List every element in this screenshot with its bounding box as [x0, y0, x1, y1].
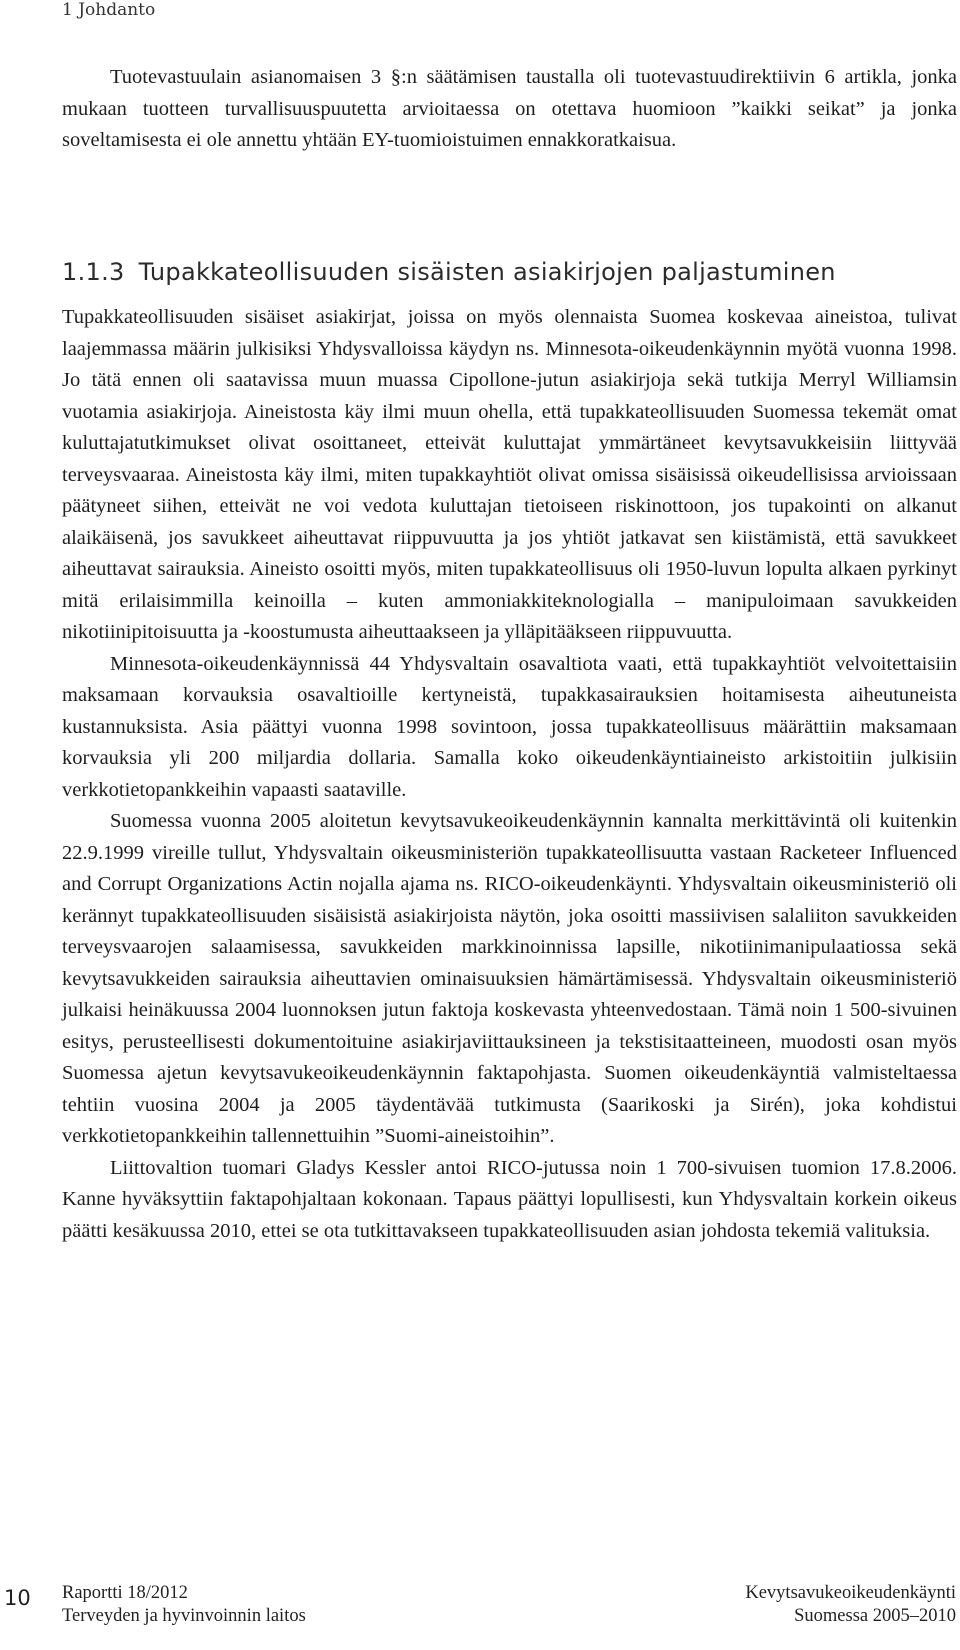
footer-publisher [62, 1582, 306, 1628]
intro-paragraph: Tuotevastuulain asianomaisen 3 §:n säätämisen taustalla oli tuotevastuudirektiivin 6 artikla, jonka mukaan tuotteen turvallisuuspuutetta arvioitaessa on otettava huomioon ”kaikki seikat” ja jonka soveltamisesta ei ole annettu yhtään EY-tuomioistuimen ennakkoratkaisua. [62, 66, 957, 151]
intro-text [62, 62, 957, 157]
section-number: 1.1.3 [62, 258, 125, 286]
body-paragraph: Liittovaltion tuomari Gladys Kessler antoi RICO-jutussa noin 1 700-sivuisen tuomion 17.8.2006. Kanne hyväksyttiin faktapohjaltaan kokonaan. Tapaus päättyi lopullisesti, kun Yhdysvaltain korkein oikeus päätti kesäkuussa 2010, ettei se ota tutkittavakseen tupakkateollisuuden asian johdosta tekemiä valituksia. [62, 1156, 957, 1242]
footer-report-id: Raportti 18/2012 [62, 1583, 188, 1603]
footer-book-title [745, 1582, 956, 1628]
body-paragraph: Tupakkateollisuuden sisäiset asiakirjat, joissa on myös olennaista Suomea koskevaa aineistoa, tulivat laajemmassa määrin julkisiksi Yhdysvalloissa käydyn ns. Minnesota-oikeudenkäynnin myötä vuonna 1998. Jo tätä ennen oli saatavissa muun muassa Cipollone-jutun asiakirjoja sekä tutkija Merryl Williamsin vuotamia asiakirjoja. Aineistosta käy ilmi muun ohella, että tupakkateollisuuden Suomessa tekemät omat kuluttajatutkimukset olivat osoittaneet, etteivät kuluttajat ymmärtäneet kevytsavukkeisiin liittyvää terveysvaaraa. Aineistosta käy ilmi, miten tupakkayhtiöt olivat omissa sisäisissä oikeudellisissa arvioissaan päätyneet siihen, etteivät ne voi vedota kuluttajan tietoiseen riskinottoon, jos tupakointi on alkanut alaikäisenä, jos savukkeet aiheuttavat riippuvuutta ja jos yhtiöt jatkavat sen kiistämistä, että savukkeet aiheuttavat sairauksia. Aineisto osoitti myös, miten tupakkateollisuus oli 1950-luvun lopulta alkaen pyrkinyt mitä erilaisimmilla keinoilla – kuten ammoniakkiteknologialla – manipuloimaan savukkeiden nikotiinipitoisuutta ja -koostumusta aiheuttaakseen ja ylläpitääkseen riippuvuutta. [62, 306, 957, 643]
section-heading [62, 258, 836, 286]
body-paragraph: Suomessa vuonna 2005 aloitetun kevytsavukeoikeudenkäynnin kannalta merkittävintä oli kuitenkin 22.9.1999 vireille tullut, Yhdysvaltain oikeusministeriön tupakkateollisuutta vastaan Racketeer Influenced and Corrupt Organizations Actin nojalla ajama ns. RICO-oikeudenkäynti. Yhdysvaltain oikeusministeriö oli kerännyt tupakkateollisuuden sisäisistä asiakirjoista näytön, joka osoitti massiivisen salaliiton savukkeiden terveysvaarojen salaamisessa, savukkeiden markkinoinnissa lapsille, nikotiinimanipulaatiossa sekä kevytsavukkeiden sairauksia aiheuttavien ominaisuuksien hämärtämisessä. Yhdysvaltain oikeusministeriö julkaisi heinäkuussa 2004 luonnoksen jutun faktoja koskevasta yhteenvedostaan. Tämä noin 1 500-sivuinen esitys, perusteellisesti dokumentoituine asiakirjaviittauksineen ja tekstisitaatteineen, muodosti osan myös Suomessa ajetun kevytsavukeoikeudenkäynnin faktapohjasta. Suomen oikeudenkäyntiä valmisteltaessa tehtiin vuosina 2004 ja 2005 täydentävää tutkimusta (Saarikoski ja Sirén), joka kohdistui verkkotietopankkeihin tallennettuihin ”Suomi-aineistoihin”. [62, 810, 957, 1147]
footer-title-line1: Kevytsavukeoikeudenkäynti [745, 1583, 956, 1603]
page-number: 10 [4, 1586, 31, 1610]
footer-title-line2: Suomessa 2005–2010 [794, 1606, 956, 1626]
body-paragraph: Minnesota-oikeudenkäynnissä 44 Yhdysvaltain osavaltiota vaati, että tupakkayhtiöt velvoitettaisiin maksamaan korvauksia osavaltioille kertyneistä, tupakkasairauksien hoitamisesta aiheutuneista kustannuksista. Asia päättyi vuonna 1998 sovintoon, jossa tupakkateollisuus määrättiin maksamaan korvauksia yli 200 miljardia dollaria. Samalla koko oikeudenkäyntiaineisto arkistoitiin julkisiin verkkotietopankkeihin vapaasti saataville. [62, 652, 957, 801]
running-head: 1 Johdanto [62, 0, 156, 20]
section-title: Tupakkateollisuuden sisäisten asiakirjojen paljastuminen [138, 258, 836, 286]
footer-institution: Terveyden ja hyvinvoinnin laitos [62, 1606, 306, 1626]
section-body [62, 302, 957, 1247]
